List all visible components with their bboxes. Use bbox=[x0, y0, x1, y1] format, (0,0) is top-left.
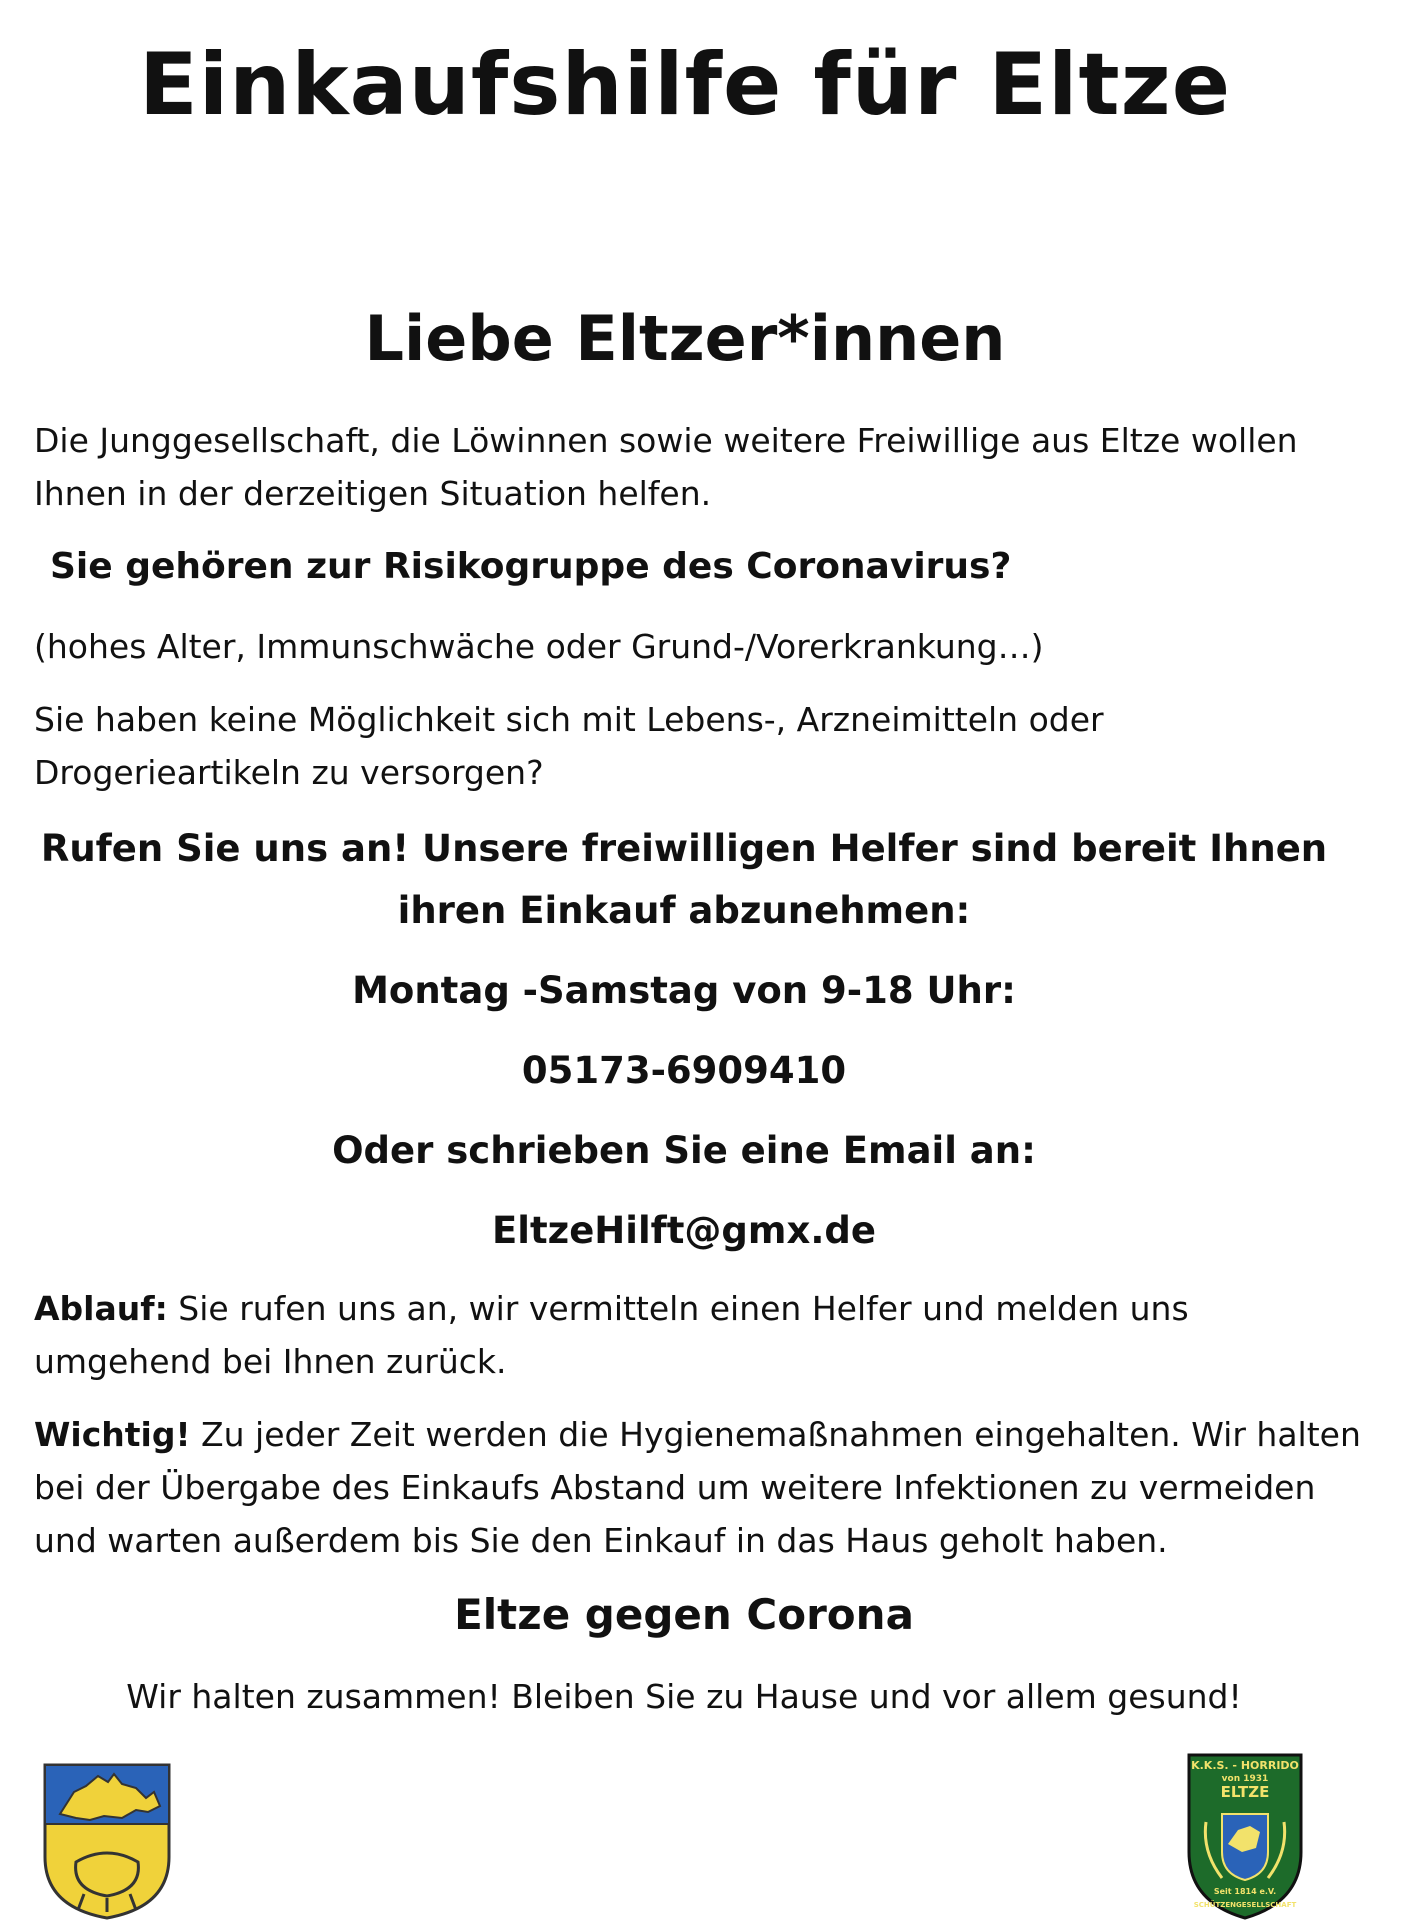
supply-question: Sie haben keine Möglichkeit sich mit Lebens-, Arzneimitteln oder Drogerieartikeln zu versorgen? bbox=[34, 700, 1104, 792]
email-address[interactable]: EltzeHilft@gmx.de bbox=[492, 1209, 876, 1252]
process-text: Sie rufen uns an, wir vermitteln einen Helfer und melden uns umgehend bei Ihnen zurück. bbox=[34, 1289, 1189, 1381]
email-prompt: Oder schrieben Sie eine Email an: bbox=[332, 1129, 1036, 1172]
call-to-action: Rufen Sie uns an! Unsere freiwilligen Helfer sind bereit Ihnen ihren Einkauf abzunehmen: bbox=[40, 827, 1328, 932]
risk-question: Sie gehören zur Risikogruppe des Coronavirus? bbox=[50, 546, 1012, 587]
process-paragraph bbox=[34, 1282, 1364, 1388]
greeting-heading: Liebe Eltzer*innen bbox=[364, 302, 1006, 375]
intro-paragraph: Die Junggesellschaft, die Löwinnen sowie weitere Freiwillige aus Eltze wollen Ihnen in der derzeitigen Situation helfen. bbox=[34, 421, 1298, 513]
page-title: Einkaufshilfe für Eltze bbox=[138, 35, 1232, 135]
emblem-line-1: K.K.S. - HORRIDO bbox=[1191, 1759, 1299, 1772]
emblem-line-5: SCHÜTZENGESELLSCHAFT bbox=[1193, 1901, 1297, 1909]
phone-number[interactable]: 05173-6909410 bbox=[521, 1049, 847, 1092]
emblem-line-3: ELTZE bbox=[1220, 1783, 1270, 1801]
shooting-club-emblem-icon bbox=[1186, 1752, 1304, 1920]
closing-line: Wir halten zusammen! Bleiben Sie zu Hause und vor allem gesund! bbox=[126, 1677, 1242, 1716]
important-paragraph bbox=[34, 1408, 1364, 1567]
important-label: Wichtig! bbox=[34, 1415, 191, 1454]
risk-examples: (hohes Alter, Immunschwäche oder Grund-/Vorerkrankung…) bbox=[34, 627, 1044, 666]
emblem-line-2: von 1931 bbox=[1221, 1774, 1269, 1784]
closing-title: Eltze gegen Corona bbox=[454, 1590, 914, 1639]
hours-line: Montag -Samstag von 9-18 Uhr: bbox=[352, 969, 1016, 1012]
important-text: Zu jeder Zeit werden die Hygienemaßnahmen eingehalten. Wir halten bei der Übergabe des Einkaufs Abstand um weitere Infektionen zu vermeiden und warten außerdem bis Sie den Einkauf in das Haus geholt haben. bbox=[34, 1415, 1361, 1560]
process-label: Ablauf: bbox=[34, 1289, 168, 1328]
municipal-coat-of-arms-icon bbox=[42, 1762, 172, 1920]
emblem-line-4: Seit 1814 e.V. bbox=[1213, 1887, 1277, 1896]
